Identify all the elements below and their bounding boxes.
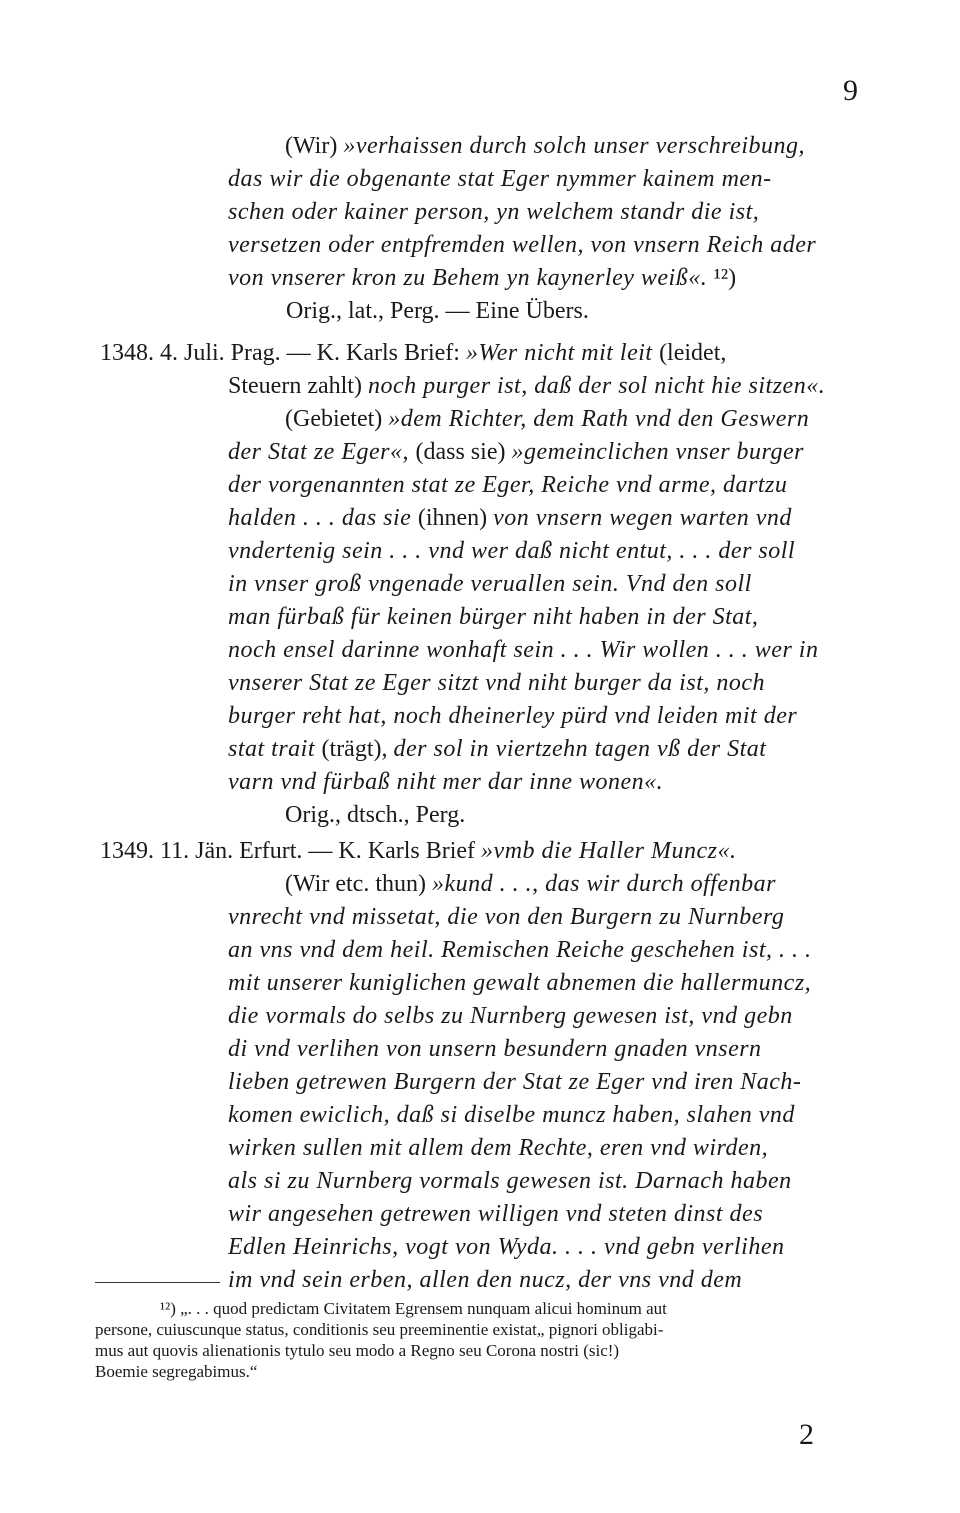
- quoted-text: im vnd sein erben, allen den nucz, der vns vnd dem: [228, 1267, 743, 1293]
- text-line: [228, 568, 752, 600]
- text-line: [228, 934, 811, 966]
- text-line: [228, 163, 772, 195]
- quoted-text: Edlen Heinrichs, vogt von Wyda. . . . vnd gebn verlihen: [228, 1234, 785, 1260]
- quoted-text: von vnsern wegen warten vnd: [493, 505, 792, 531]
- text-line: [285, 403, 809, 435]
- text-line: [228, 196, 759, 228]
- text-line: [228, 601, 758, 633]
- plain-text: ¹²): [713, 265, 737, 291]
- text-line: [228, 1198, 763, 1230]
- text-line: [228, 502, 792, 534]
- quoted-text: »dem Richter, dem Rath vnd den Geswern: [388, 406, 810, 432]
- plain-text: (ihnen): [417, 505, 494, 531]
- plain-text: (trägt),: [321, 736, 394, 762]
- quoted-text: der vorgenannten stat ze Eger, Reiche vnd arme, dartzu: [228, 472, 788, 498]
- text-line: [228, 634, 818, 666]
- quoted-text: »kund . . ., das wir durch offenbar: [431, 871, 776, 897]
- quoted-text: in vnser groß vngenade veruallen sein. Vnd den soll: [228, 571, 752, 597]
- quoted-text: stat trait: [228, 736, 322, 762]
- quoted-text: der Stat ze Eger«,: [228, 439, 416, 465]
- text-line: [228, 733, 766, 765]
- plain-text: (leidet,: [659, 340, 727, 366]
- text-line: [228, 535, 795, 567]
- text-line: [228, 1099, 795, 1131]
- plain-text: 1349. 11. Jän. Erfurt. — K. Karls Brief: [100, 838, 482, 864]
- quoted-text: lieben getrewen Burgern der Stat ze Eger vnd iren Nach-: [228, 1069, 802, 1095]
- plain-text: Steuern zahlt): [228, 373, 368, 399]
- quoted-text: vnserer Stat ze Eger sitzt vnd niht burger da ist, noch: [228, 670, 766, 696]
- text-line: [228, 229, 816, 261]
- footnote-line: Boemie segregabimus.“: [95, 1362, 258, 1381]
- quoted-text: als si zu Nurnberg vormals gewesen ist. Darnach haben: [228, 1168, 792, 1194]
- quoted-text: vnrecht vnd missetat, die von den Burgern zu Nurnberg: [228, 904, 785, 930]
- text-line: [228, 667, 765, 699]
- text-line: [228, 1000, 793, 1032]
- plain-text: (dass sie): [415, 439, 512, 465]
- quoted-text: an vns vnd dem heil. Remischen Reiche geschehen ist, . . .: [228, 937, 812, 963]
- quoted-text: wir angesehen getrewen willigen vnd steten dinst des: [228, 1201, 764, 1227]
- text-line: [100, 337, 726, 369]
- quoted-text: noch ensel darinne wonhaft sein . . . Wir wollen . . . wer in: [228, 637, 819, 663]
- text-line: [285, 868, 776, 900]
- page-number: 9: [843, 74, 858, 107]
- text-line: [228, 1231, 784, 1263]
- text-line: [228, 262, 736, 294]
- quoted-text: »vmb die Haller Muncz«.: [481, 838, 737, 864]
- quoted-text: di vnd verlihen von unsern besundern gnaden vnsern: [228, 1036, 762, 1062]
- quoted-text: versetzen oder entpfremden wellen, von vnsern Reich ader: [228, 232, 817, 258]
- quoted-text: varn vnd fürbaß niht mer dar inne wonen«.: [228, 769, 664, 795]
- text-line: [228, 901, 784, 933]
- quoted-text: schen oder kainer person, yn welchem standr die ist,: [228, 199, 760, 225]
- text-line: [228, 1066, 801, 1098]
- text-line: [228, 967, 811, 999]
- quoted-text: halden . . . das sie: [228, 505, 418, 531]
- quoted-text: mit unserer kuniglichen gewalt abnemen die hallermuncz,: [228, 970, 812, 996]
- quoted-text: »verhaissen durch solch unser verschreibung,: [343, 133, 806, 159]
- quoted-text: von vnserer kron zu Behem yn kaynerley weiß«.: [228, 265, 714, 291]
- text-line: [285, 799, 465, 831]
- quoted-text: komen ewiclich, daß si diselbe muncz haben, slahen vnd: [228, 1102, 795, 1128]
- plain-text: (Wir): [285, 133, 344, 159]
- signature-mark: 2: [799, 1418, 814, 1451]
- footnote-divider: [95, 1282, 220, 1283]
- quoted-text: der sol in viertzehn tagen vß der Stat: [393, 736, 767, 762]
- text-line: [228, 1165, 792, 1197]
- plain-text: Orig., dtsch., Perg.: [285, 802, 466, 828]
- quoted-text: die vormals do selbs zu Nurnberg gewesen ist, vnd gebn: [228, 1003, 793, 1029]
- plain-text: 1348. 4. Juli. Prag. — K. Karls Brief:: [100, 340, 466, 366]
- quoted-text: man fürbaß für keinen bürger niht haben in der Stat,: [228, 604, 759, 630]
- plain-text: (Gebietet): [285, 406, 389, 432]
- text-line: [285, 130, 805, 162]
- text-line: [228, 1033, 762, 1065]
- text-line: [228, 469, 787, 501]
- footnote-line: persone, cuiuscunque status, conditionis seu preeminentie existat„ pignori obligabi-: [95, 1320, 664, 1339]
- footnote-line: mus aut quovis alienationis tytulo seu modo a Regno seu Corona nostri (sic!): [95, 1341, 620, 1360]
- quoted-text: wirken sullen mit allem dem Rechte, eren vnd wirden,: [228, 1135, 769, 1161]
- text-line: [228, 766, 663, 798]
- text-line: [228, 436, 804, 468]
- quoted-text: »Wer nicht mit leit: [465, 340, 660, 366]
- plain-text: (Wir etc. thun): [285, 871, 432, 897]
- quoted-text: das wir die obgenante stat Eger nymmer kainem men-: [228, 166, 772, 192]
- plain-text: Orig., lat., Perg. — Eine Übers.: [286, 298, 589, 324]
- quoted-text: »gemeinclichen vnser burger: [511, 439, 804, 465]
- quoted-text: vndertenig sein . . . vnd wer daß nicht entut, . . . der soll: [228, 538, 796, 564]
- footnote-line: ¹²) „. . . quod predictam Civitatem Egrensem nunquam alicui hominum aut: [160, 1299, 667, 1318]
- text-line: [228, 370, 825, 402]
- quoted-text: noch purger ist, daß der sol nicht hie sitzen«.: [367, 373, 826, 399]
- text-line: [228, 1264, 742, 1296]
- text-line: [228, 1132, 768, 1164]
- text-line: [228, 700, 797, 732]
- text-line: [100, 835, 737, 867]
- text-line: [286, 295, 589, 327]
- quoted-text: burger reht hat, noch dheinerley pürd vnd leiden mit der: [228, 703, 798, 729]
